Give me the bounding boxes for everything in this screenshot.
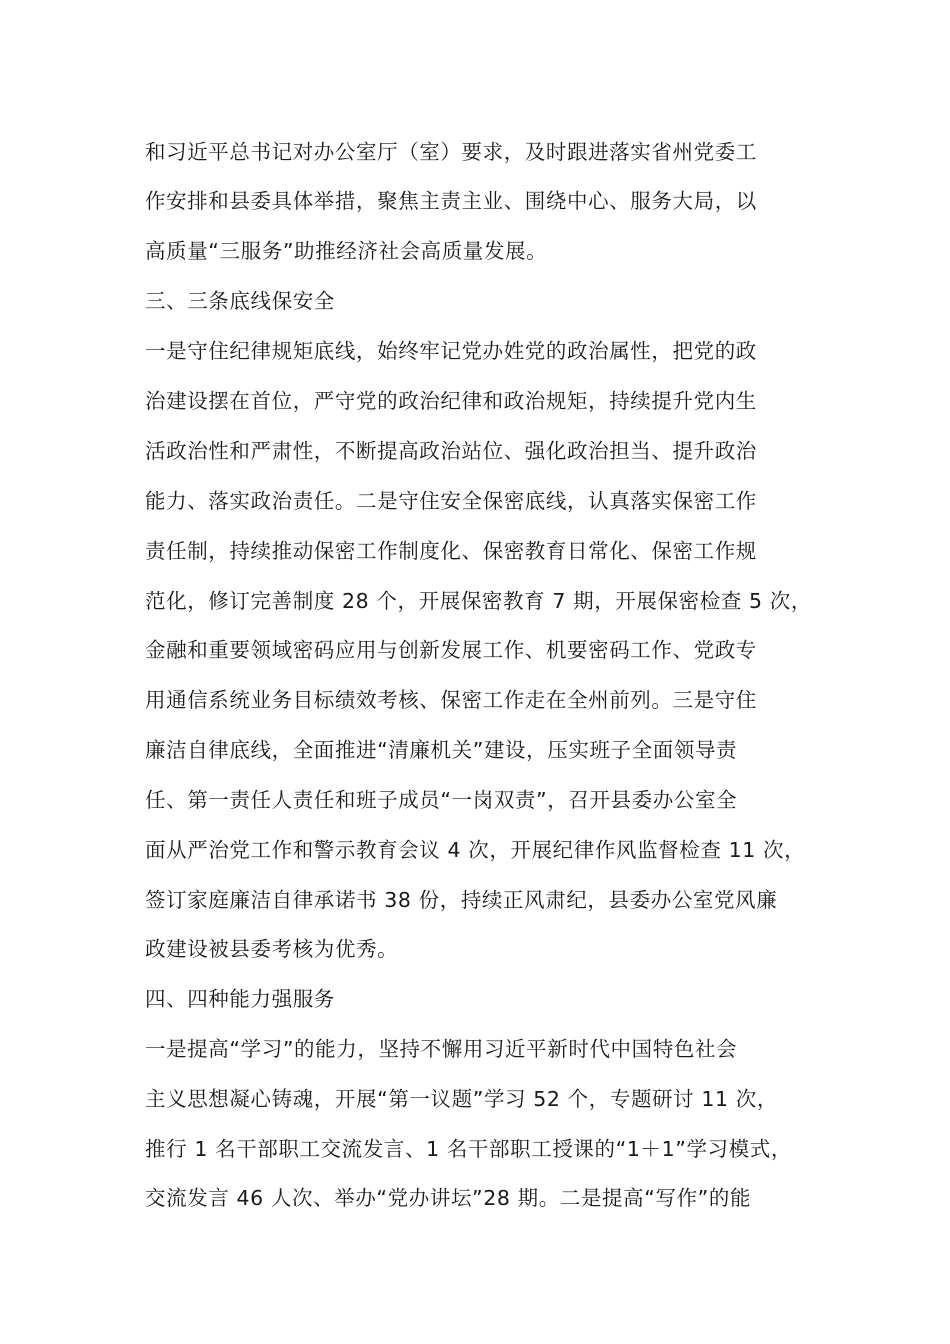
paragraph-line: 签订家庭廉洁自律承诺书 38 份，持续正风肃纪，县委办公室党风廉 — [145, 888, 778, 912]
paragraph-line: 任、第一责任人责任和班子成员“一岗双责”，召开县委办公室全 — [145, 788, 738, 812]
paragraph-line: 高质量“三服务”助推经济社会高质量发展。 — [145, 239, 548, 263]
paragraph-line: 政建设被县委考核为优秀。 — [145, 937, 399, 961]
paragraph-line: 活政治性和严肃性，不断提高政治站位、强化政治担当、提升政治 — [145, 439, 757, 463]
paragraph-line: 治建设摆在首位，严守党的政治纪律和政治规矩，持续提升党内生 — [145, 389, 757, 413]
paragraph-line: 一是提高“学习”的能力，坚持不懈用习近平新时代中国特色社会 — [145, 1037, 738, 1061]
paragraph-line: 能力、落实政治责任。二是守住安全保密底线，认真落实保密工作 — [145, 489, 757, 513]
paragraph-line: 面从严治党工作和警示教育会议 4 次，开展纪律作风监督检查 11 次， — [145, 838, 806, 862]
paragraph-line: 范化，修订完善制度 28 个，开展保密教育 7 期，开展保密检查 5 次， — [145, 589, 812, 613]
paragraph-line: 用通信系统业务目标绩效考核、保密工作走在全州前列。三是守住 — [145, 688, 757, 712]
section-heading: 三、三条底线保安全 — [145, 289, 335, 313]
paragraph-line: 交流发言 46 人次、举办“党办讲坛”28 期。二是提高“写作”的能 — [145, 1186, 752, 1210]
paragraph-line: 一是守住纪律规矩底线，始终牢记党办姓党的政治属性，把党的政 — [145, 339, 757, 363]
section-heading: 四、四种能力强服务 — [145, 987, 335, 1011]
paragraph-line: 金融和重要领域密码应用与创新发展工作、机要密码工作、党政专 — [145, 638, 757, 662]
paragraph-line: 推行 1 名干部职工交流发言、1 名干部职工授课的“1＋1”学习模式， — [145, 1137, 792, 1161]
paragraph-line: 责任制，持续推动保密工作制度化、保密教育日常化、保密工作规 — [145, 539, 757, 563]
paragraph-line: 廉洁自律底线，全面推进“清廉机关”建设，压实班子全面领导责 — [145, 738, 738, 762]
paragraph-line: 主义思想凝心铸魂，开展“第一议题”学习 52 个，专题研讨 11 次， — [145, 1087, 778, 1111]
paragraph-line: 和习近平总书记对办公室厅（室）要求，及时跟进落实省州党委工 — [145, 140, 757, 164]
paragraph-line: 作安排和县委具体举措，聚焦主责主业、围绕中心、服务大局，以 — [145, 189, 757, 213]
